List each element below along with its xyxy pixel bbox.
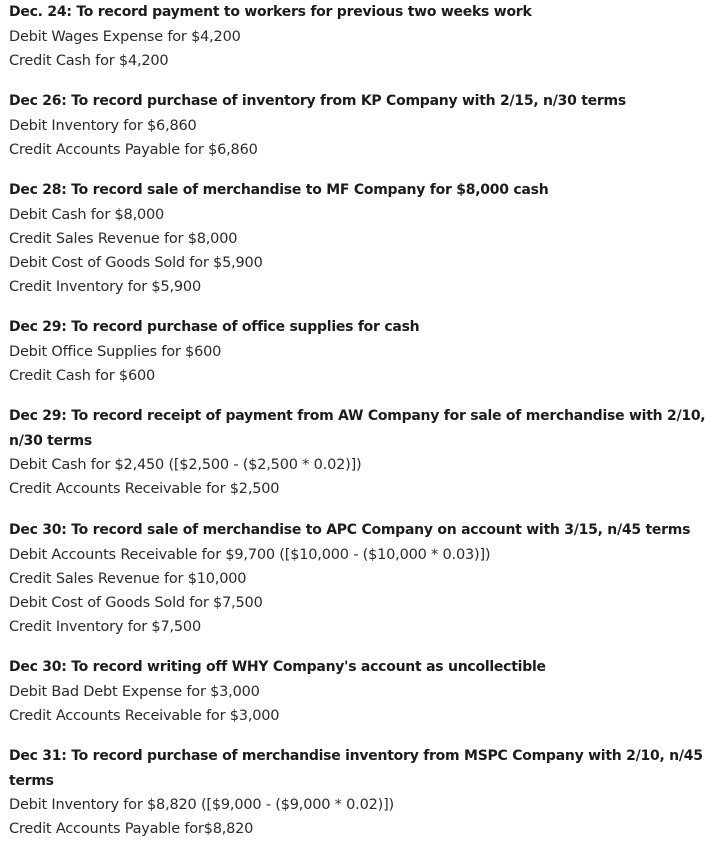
- journal-entry-dec29-office-supplies: [9, 315, 706, 388]
- journal-entry-dec30-write-off-why: [9, 655, 706, 728]
- entry-line: Credit Cash for $4,200: [9, 52, 169, 69]
- journal-entry-dec24-wages: [9, 0, 706, 73]
- entry-line: Debit Cost of Goods Sold for $7,500: [9, 594, 263, 611]
- entry-line: Debit Office Supplies for $600: [9, 343, 222, 360]
- entry-line: Credit Sales Revenue for $8,000: [9, 230, 238, 247]
- entry-heading: Dec 26: To record purchase of inventory from KP Company with 2/15, n/30 terms: [9, 93, 626, 109]
- entry-heading: Dec 28: To record sale of merchandise to MF Company for $8,000 cash: [9, 182, 549, 198]
- entry-line: Credit Inventory for $7,500: [9, 618, 201, 635]
- entry-line: Debit Cash for $8,000: [9, 206, 165, 223]
- entry-line: Credit Accounts Receivable for $2,500: [9, 481, 280, 497]
- entry-line: Credit Accounts Payable for $6,860: [9, 141, 258, 158]
- entry-heading: Dec. 24: To record payment to workers for previous two weeks work: [9, 4, 532, 20]
- entry-heading: Dec 30: To record sale of merchandise to APC Company on account with 3/15, n/45 terms: [9, 522, 691, 538]
- entry-heading: Dec 30: To record writing off WHY Company's account as uncollectible: [9, 659, 546, 675]
- entry-heading: Dec 31: To record purchase of merchandise inventory from MSPC Company with 2/10, n/45 terms: [9, 748, 703, 789]
- entry-line: Credit Cash for $600: [9, 367, 156, 384]
- entry-line: Credit Accounts Receivable for $3,000: [9, 707, 280, 724]
- journal-entry-dec29-aw-receipt: [9, 404, 706, 501]
- journal-entry-dec26-inventory-purchase: [9, 89, 706, 162]
- entry-line: Debit Cost of Goods Sold for $5,900: [9, 254, 263, 271]
- entry-heading: Dec 29: To record purchase of office supplies for cash: [9, 319, 420, 335]
- entry-line: Debit Accounts Receivable for $9,700 ([$10,000 - ($10,000 * 0.03)]): [9, 546, 491, 563]
- entry-line: Credit Accounts Payable for$8,820: [9, 821, 254, 837]
- journal-entry-dec30-sale-apc: [9, 518, 706, 639]
- entry-line: Debit Wages Expense for $4,200: [9, 28, 241, 45]
- journal-entry-dec31-mspc-purchase: [9, 744, 706, 841]
- entry-line: Debit Bad Debt Expense for $3,000: [9, 683, 260, 700]
- entry-line: Debit Inventory for $6,860: [9, 117, 197, 134]
- entry-line: Credit Sales Revenue for $10,000: [9, 570, 247, 587]
- entry-heading: Dec 29: To record receipt of payment from AW Company for sale of merchandise with 2/10, n/30 terms: [9, 408, 706, 449]
- journal-entry-dec28-sale-mf: [9, 178, 706, 299]
- entry-line: Debit Inventory for $8,820 ([$9,000 - ($9,000 * 0.02)]): [9, 797, 394, 813]
- entry-line: Credit Inventory for $5,900: [9, 278, 201, 295]
- entry-line: Debit Cash for $2,450 ([$2,500 - ($2,500 * 0.02)]): [9, 457, 362, 473]
